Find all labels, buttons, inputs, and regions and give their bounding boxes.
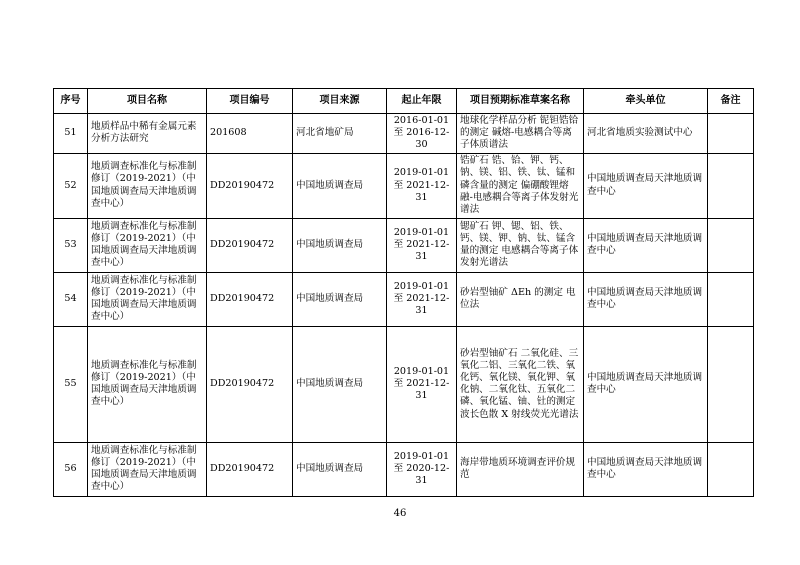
cell-name: 地质调查标准化与标准制修订（2019-2021）（中国地质调查局天津地质调查中心） — [88, 218, 207, 272]
cell-source: 中国地质调查局 — [293, 153, 387, 218]
cell-source: 河北省地矿局 — [293, 114, 387, 154]
cell-remark — [708, 114, 754, 154]
table-row — [54, 218, 754, 272]
table-row — [54, 153, 754, 218]
header-remark: 备注 — [708, 89, 754, 114]
cell-name: 地质样品中稀有金属元素分析方法研究 — [88, 114, 207, 154]
cell-standard: 锆矿石 锆、铪、钾、钙、钠、镁、铝、铁、钛、锰和磷含量的测定 偏硼酸锂熔融-电感耦合等离子体发射光谱法 — [457, 153, 584, 218]
cell-standard: 海岸带地质环境调查评价规范 — [457, 442, 584, 496]
cell-name: 地质调查标准化与标准制修订（2019-2021）（中国地质调查局天津地质调查中心） — [88, 326, 207, 442]
cell-code: DD20190472 — [207, 326, 293, 442]
cell-name: 地质调查标准化与标准制修订（2019-2021）（中国地质调查局天津地质调查中心） — [88, 153, 207, 218]
header-period: 起止年限 — [387, 89, 457, 114]
cell-period: 2019-01-01 至 2021-12-31 — [387, 326, 457, 442]
table-row — [54, 114, 754, 154]
cell-standard: 砂岩型铀矿 ΔEh 的测定 电位法 — [457, 272, 584, 326]
cell-no: 53 — [54, 218, 88, 272]
header-source: 项目来源 — [293, 89, 387, 114]
header-no: 序号 — [54, 89, 88, 114]
header-lead: 牵头单位 — [584, 89, 708, 114]
cell-no: 54 — [54, 272, 88, 326]
cell-lead: 河北省地质实验测试中心 — [584, 114, 708, 154]
cell-lead: 中国地质调查局天津地质调查中心 — [584, 153, 708, 218]
header-code: 项目编号 — [207, 89, 293, 114]
cell-lead: 中国地质调查局天津地质调查中心 — [584, 272, 708, 326]
cell-name: 地质调查标准化与标准制修订（2019-2021）（中国地质调查局天津地质调查中心） — [88, 442, 207, 496]
cell-name: 地质调查标准化与标准制修订（2019-2021）（中国地质调查局天津地质调查中心） — [88, 272, 207, 326]
cell-code: DD20190472 — [207, 153, 293, 218]
cell-remark — [708, 218, 754, 272]
cell-remark — [708, 153, 754, 218]
cell-standard: 锶矿石 钾、锶、铝、铁、钙、镁、钾、钠、钛、锰含量的测定 电感耦合等离子体发射光谱法 — [457, 218, 584, 272]
cell-no: 51 — [54, 114, 88, 154]
cell-code: DD20190472 — [207, 442, 293, 496]
cell-no: 52 — [54, 153, 88, 218]
cell-remark — [708, 272, 754, 326]
cell-source: 中国地质调查局 — [293, 442, 387, 496]
table-row — [54, 272, 754, 326]
cell-no: 56 — [54, 442, 88, 496]
cell-lead: 中国地质调查局天津地质调查中心 — [584, 326, 708, 442]
cell-standard: 地球化学样品分析 铌钽锆铪的测定 碱熔-电感耦合等离子体质谱法 — [457, 114, 584, 154]
cell-lead: 中国地质调查局天津地质调查中心 — [584, 442, 708, 496]
cell-no: 55 — [54, 326, 88, 442]
cell-source: 中国地质调查局 — [293, 326, 387, 442]
cell-source: 中国地质调查局 — [293, 218, 387, 272]
table-row — [54, 442, 754, 496]
table-row — [54, 326, 754, 442]
header-row — [54, 89, 754, 114]
cell-code: DD20190472 — [207, 218, 293, 272]
cell-source: 中国地质调查局 — [293, 272, 387, 326]
page-number: 46 — [393, 508, 407, 519]
cell-period: 2019-01-01 至 2021-12-31 — [387, 153, 457, 218]
cell-remark — [708, 326, 754, 442]
standards-table — [53, 88, 754, 497]
cell-code: 201608 — [207, 114, 293, 154]
cell-remark — [708, 442, 754, 496]
cell-period: 2019-01-01 至 2020-12-31 — [387, 442, 457, 496]
cell-period: 2016-01-01 至 2016-12-30 — [387, 114, 457, 154]
header-standard: 项目预期标准草案名称 — [457, 89, 584, 114]
cell-standard: 砂岩型铀矿石 二氧化硅、三氧化二铝、三氧化二铁、氧化钙、氧化镁、氧化钾、氧化钠、二氧化钛、五氧化二磷、氧化锰、铀、钍的测定 波长色散 X 射线荧光光谱法 — [457, 326, 584, 442]
cell-period: 2019-01-01 至 2021-12-31 — [387, 218, 457, 272]
cell-lead: 中国地质调查局天津地质调查中心 — [584, 218, 708, 272]
header-name: 项目名称 — [88, 89, 207, 114]
cell-period: 2019-01-01 至 2021-12-31 — [387, 272, 457, 326]
cell-code: DD20190472 — [207, 272, 293, 326]
